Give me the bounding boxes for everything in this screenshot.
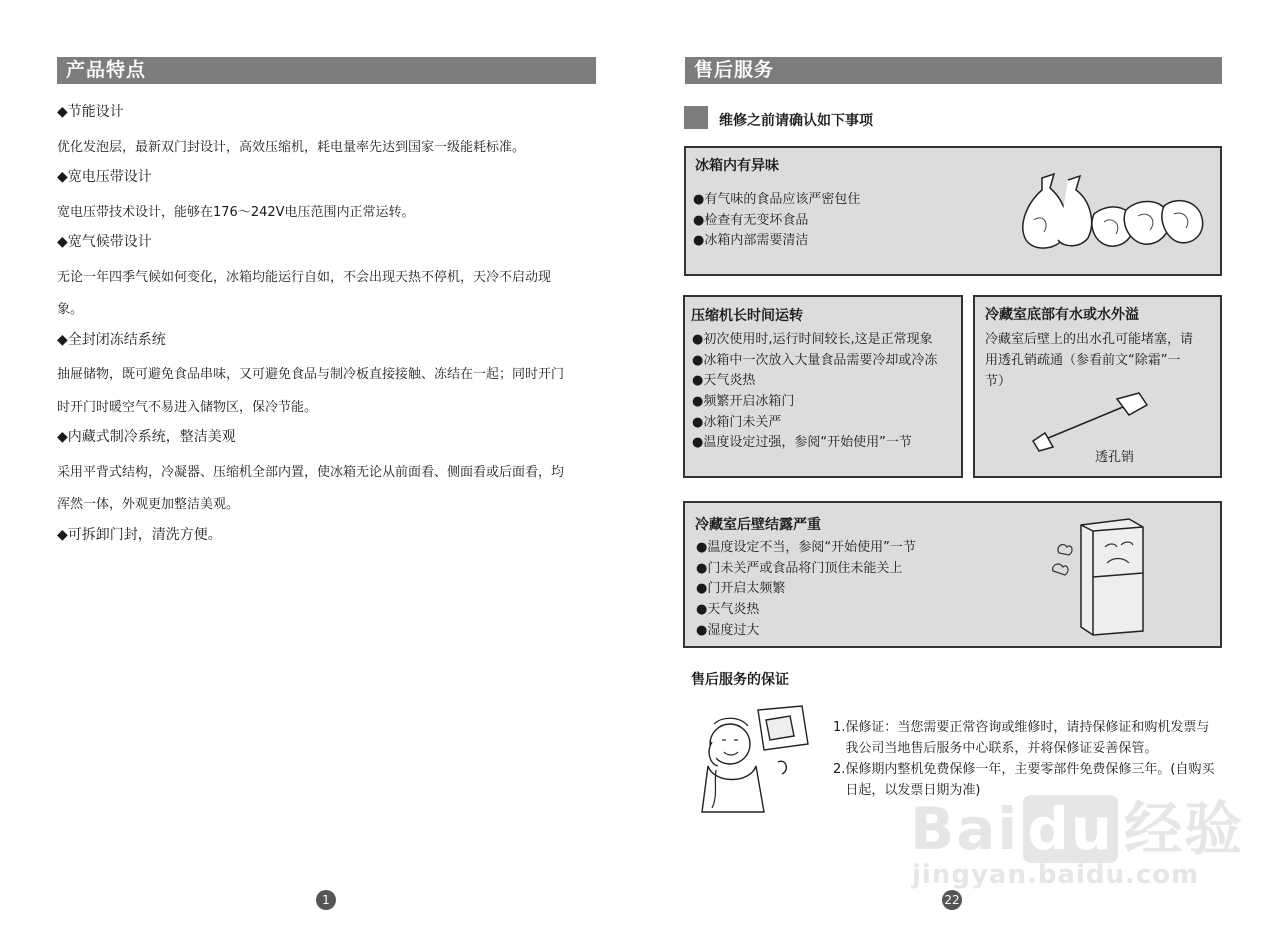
watermark-url: jingyan.baidu.com [912, 860, 1200, 890]
check-title: 维修之前请确认如下事项 [719, 113, 873, 129]
feature-text: 宽电压带技术设计，能够在176～242V电压范围内正常运转。 [57, 204, 415, 220]
box-frost [683, 501, 1222, 648]
phone-call-illustration [694, 704, 814, 816]
feature-title: ◆节能设计 [57, 104, 124, 120]
page-number-right: 22 [942, 890, 962, 910]
feature-text: 象。 [57, 302, 84, 317]
list-item: ●有气味的食品应该严密包住 [693, 192, 861, 207]
watermark-suffix: 经验 [1124, 795, 1245, 863]
list-item: ●冰箱门未关严 [692, 414, 782, 430]
right-section-header: 售后服务 [685, 57, 1222, 84]
list-item: ●天气炎热 [696, 602, 760, 618]
box-compressor [683, 295, 963, 478]
feature-title: ◆宽电压带设计 [57, 169, 152, 185]
text-line: 节） [985, 374, 1012, 389]
box-odor [684, 146, 1222, 276]
feature-text: 浑然一体，外观更加整洁美观。 [57, 497, 240, 512]
box-odor-title: 冰箱内有异味 [695, 158, 779, 174]
box-frost-title: 冷藏室后壁结露严重 [695, 517, 821, 533]
left-section-header: 产品特点 [57, 57, 596, 84]
text-line: 我公司当地售后服务中心联系，并将保修证妥善保管。 [833, 741, 1158, 756]
check-square-marker [684, 106, 708, 129]
warranty-title: 售后服务的保证 [691, 672, 789, 688]
text-line: 用透孔销疏通（参看前文“除霜”一 [985, 353, 1181, 368]
list-item: ●湿度过大 [696, 622, 760, 638]
text-line: 1.保修证：当您需要正常咨询或维修时，请持保修证和购机发票与 [833, 720, 1210, 735]
food-bags-illustration [1020, 170, 1210, 256]
list-item: ●温度设定不当，参阅“开始使用”一节 [696, 540, 916, 555]
feature-text: 无论一年四季气候如何变化，冰箱均能运行自如，不会出现天热不停机，天冷不启动现 [57, 269, 552, 285]
watermark-brand-part2: du [1023, 795, 1118, 863]
feature-text: 采用平背式结构，冷凝器、压缩机全部内置，使冰箱无论从前面看、侧面看或后面看，均 [57, 464, 565, 480]
box-frost-list [696, 538, 916, 641]
list-item: ●天气炎热 [692, 373, 756, 389]
feature-title: ◆宽气候带设计 [57, 234, 152, 250]
feature-text: 时开门时暖空气不易进入储物区，保冷节能。 [57, 399, 318, 415]
list-item: ●频繁开启冰箱门 [692, 394, 795, 410]
feature-text: 优化发泡层，最新双门封设计，高效压缩机，耗电量率先达到国家一级能耗标准。 [57, 139, 526, 155]
list-item: ●冰箱中一次放入大量食品需要冷却或冷冻 [692, 352, 938, 368]
list-item: ●检查有无变坏食品 [693, 212, 809, 228]
box-water [973, 295, 1222, 478]
text-line: 日起，以发票日期为准) [833, 783, 981, 798]
list-item: ●门开启太频繁 [696, 581, 786, 597]
feature-title: ◆可拆卸门封，清洗方便。 [57, 526, 222, 543]
watermark-brand-part1: Bai [910, 795, 1020, 863]
list-item: ●初次使用时,运行时间较长,这是正常现象 [692, 332, 933, 347]
box-water-text [985, 329, 1193, 392]
text-line: 2.保修期内整机免费保修一年，主要零部件免费保修三年。(自购买 [833, 762, 1215, 777]
text-line: 冷藏室后壁上的出水孔可能堵塞，请 [985, 332, 1194, 347]
box-odor-list [693, 190, 860, 252]
box-compressor-title: 压缩机长时间运转 [691, 308, 803, 324]
box-compressor-list [692, 330, 937, 454]
feature-text: 抽屉储物，既可避免食品串味，又可避免食品与制冷板直接接触、冻结在一起；同时开门 [57, 367, 565, 382]
list-item: ●门未关严或食品将门顶住未能关上 [696, 560, 903, 576]
tool-label: 透孔销 [1095, 450, 1135, 465]
fridge-illustration [1051, 515, 1171, 639]
watermark-brand [910, 782, 1244, 866]
feature-title: ◆全封闭冻结系统 [57, 331, 166, 348]
list-item: ●冰箱内部需要清洁 [693, 233, 809, 249]
list-item: ●温度设定过强，参阅“开始使用”一节 [692, 435, 912, 451]
box-water-title: 冷藏室底部有水或水外溢 [985, 307, 1139, 323]
feature-title: ◆内藏式制冷系统，整洁美观 [57, 429, 236, 445]
page-number-left: 1 [316, 890, 336, 910]
